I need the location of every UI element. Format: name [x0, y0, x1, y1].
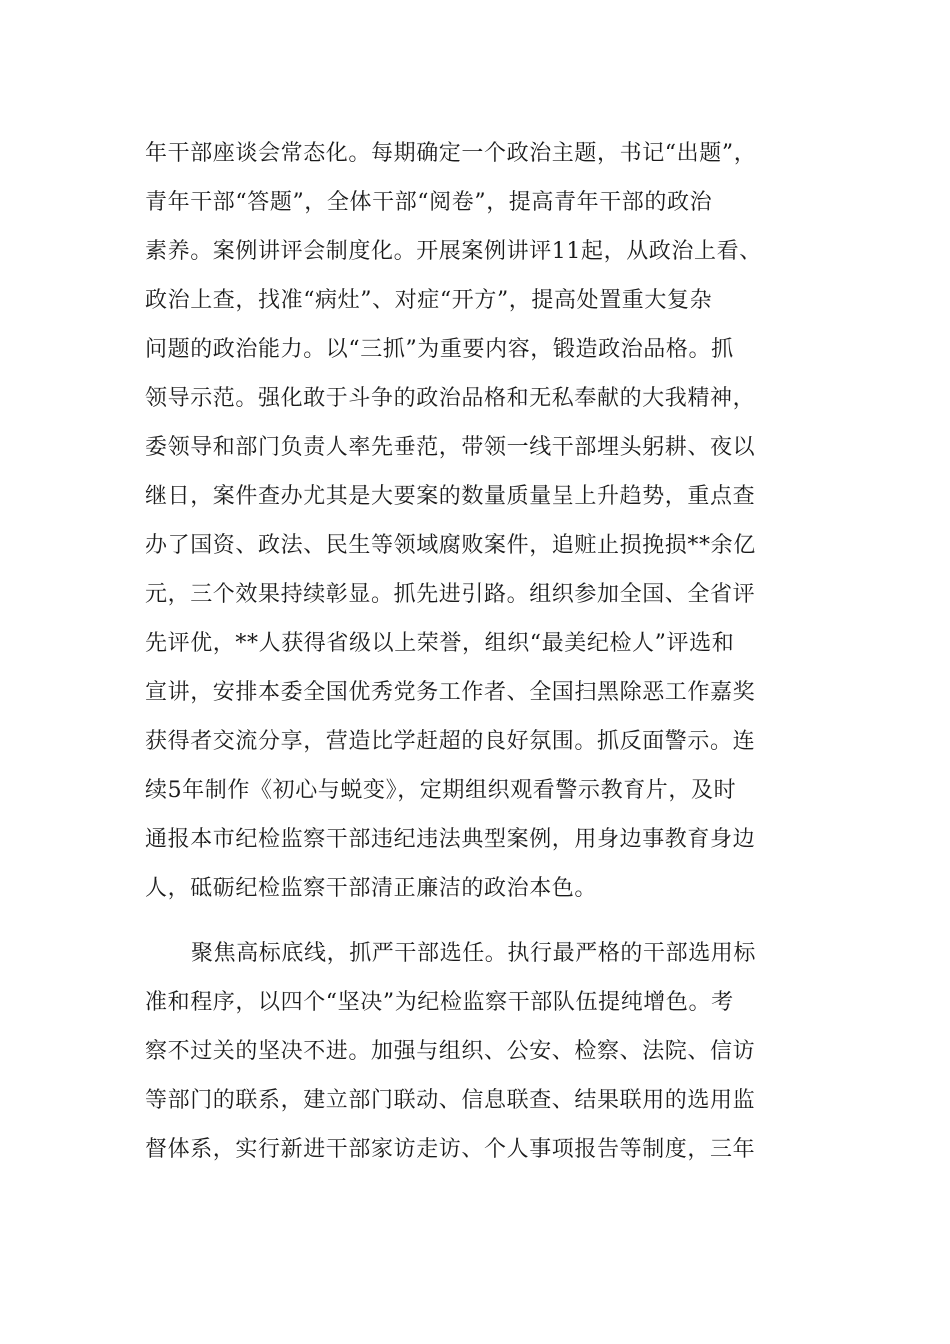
paragraph-line: 准和程序，以四个“坚决”为纪检监察干部队伍提纯增色。考 [145, 990, 734, 1015]
paragraph-line: 青年干部“答题”，全体干部“阅卷”，提高青年干部的政治 [145, 190, 713, 215]
paragraph-line: 继日，案件查办尤其是大要案的数量质量呈上升趋势，重点查 [145, 484, 756, 509]
paragraph-line: 元，三个效果持续彰显。抓先进引路。组织参加全国、全省评 [145, 582, 756, 607]
paragraph-line: 人，砥砺纪检监察干部清正廉洁的政治本色。 [145, 876, 598, 901]
paragraph-line: 先评优，**人获得省级以上荣誉，组织“最美纪检人”评选和 [145, 631, 735, 656]
paragraph-line: 获得者交流分享，营造比学赶超的良好氛围。抓反面警示。连 [145, 729, 756, 754]
paragraph-line: 督体系，实行新进干部家访走访、个人事项报告等制度，三年 [145, 1137, 756, 1162]
paragraph-line: 委领导和部门负责人率先垂范，带领一线干部埋头躬耕、夜以 [145, 435, 756, 460]
paragraph-1 [145, 129, 805, 913]
paragraph-2 [145, 929, 805, 1174]
paragraph-line: 领导示范。强化敢于斗争的政治品格和无私奉献的大我精神， [145, 386, 756, 411]
paragraph-line: 宣讲，安排本委全国优秀党务工作者、全国扫黑除恶工作嘉奖 [145, 680, 756, 705]
paragraph-line: 察不过关的坚决不进。加强与组织、公安、检察、法院、信访 [145, 1039, 756, 1064]
paragraph-line: 素养。案例讲评会制度化。开展案例讲评11起，从政治上看、 [145, 239, 762, 264]
paragraph-line: 问题的政治能力。以“三抓”为重要内容，锻造政治品格。抓 [145, 337, 734, 362]
paragraph-line: 政治上查，找准“病灶”、对症“开方”，提高处置重大复杂 [145, 288, 713, 313]
paragraph-line: 通报本市纪检监察干部违纪违法典型案例，用身边事教育身边 [145, 827, 756, 852]
paragraph-line: 聚焦高标底线，抓严干部选任。执行最严格的干部选用标 [191, 941, 757, 966]
paragraph-line: 办了国资、政法、民生等领域腐败案件，追赃止损挽损**余亿 [145, 533, 756, 558]
paragraph-line: 年干部座谈会常态化。每期确定一个政治主题，书记“出题”， [145, 141, 757, 166]
paragraph-line: 等部门的联系，建立部门联动、信息联查、结果联用的选用监 [145, 1088, 756, 1113]
paragraph-line: 续5年制作《初心与蜕变》，定期组织观看警示教育片，及时 [145, 778, 737, 803]
